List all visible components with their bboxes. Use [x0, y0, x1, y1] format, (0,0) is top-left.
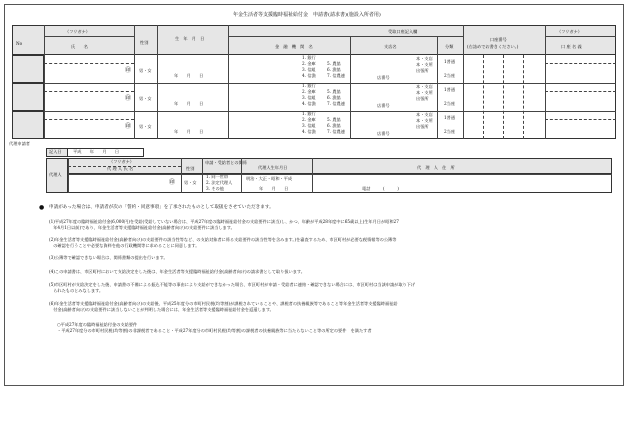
bank-type: 4. 信漁 [302, 73, 316, 78]
account-category: 2当座 [444, 101, 456, 106]
proxy-phone-label: 電話 [362, 186, 371, 191]
bank-type: 3. 信組 [302, 67, 316, 72]
proxy-birth-title: 代理人生年月日 [258, 165, 288, 170]
proxy-furigana: （フリガナ） [109, 159, 134, 164]
rule [44, 36, 134, 37]
entry-date-value[interactable]: 平成 年 月 日 [73, 149, 120, 154]
branch-type: 本・支店 [416, 56, 433, 61]
store-number-label: 店番号 [377, 75, 390, 80]
bank-type: 2. 金庫 [302, 89, 316, 94]
header-bank-name: 金 融 機 関 名 [275, 44, 313, 49]
note-line: (5)市区町村が支給決定をした後、申請書の不備による振込不能等の事由により支給ができなかった場合、市区町村が申請・受給者に連絡・確認できない場合には、市区町村は当該申請が取り下げ [49, 282, 416, 287]
branch-type: 出張所 [416, 124, 429, 129]
bank-type: 2. 金庫 [302, 117, 316, 122]
header-furigana: （フリガナ） [65, 29, 90, 34]
header-birthdate: 生 年 月 日 [175, 36, 205, 41]
bank-type: 6. 漁協 [327, 67, 341, 72]
account-category: 2当座 [444, 129, 456, 134]
sex-options[interactable]: 男・女 [139, 96, 152, 101]
seal-mark: ㊞ [125, 67, 132, 74]
header-receive-account: 受取口座記入欄 [388, 29, 418, 34]
seal-mark: ㊞ [125, 123, 132, 130]
note-line: (4)この申請書は、市区町村において支給決定をした後は、年金生活者等支援臨時福祉給付金(高齢者向け)の請求書として取り扱います。 [49, 269, 305, 274]
branch-type: 本・支店 [416, 84, 433, 89]
bank-type: 5. 農協 [327, 89, 341, 94]
note-line: (1)平成27年度の臨時福祉給付金(6,000円)を受給(受給していない場合は、平成27年度の臨時福祉給付金の支給要件に該当)し、かつ、年齢が平成28年度中に65歳以上(生年月日が昭和27 [49, 219, 399, 224]
application-form-sheet [4, 4, 624, 386]
rule [181, 158, 182, 193]
proxy-seal-mark: ㊞ [169, 179, 176, 186]
bank-type: 2. 金庫 [302, 61, 316, 66]
proxy-sex-title: 性別 [186, 166, 195, 171]
proxy-sex-options[interactable]: 男・女 [184, 180, 197, 185]
header-account-holder: 口 座 名 義 [561, 44, 582, 49]
proxy-person-label: 代理人 [49, 172, 62, 177]
bank-type: 3. 信組 [302, 123, 316, 128]
footnote-title: ○平成27年度の臨時福祉給付金の支給要件 [57, 322, 138, 327]
footnote-body: ・平成27年度分の市町村民税(均等割)の非課税者であること・平成27年度分の市町村民税(均等割)の課税者の扶養親族等に当たらないこと等の所定の要件 を満たす者 [57, 328, 372, 333]
form-title: 年金生活者等支援臨時福祉給付金 申請書(請求書)(施設入所者用) [233, 12, 381, 18]
sex-options[interactable]: 男・女 [139, 124, 152, 129]
birthdate-value[interactable]: 年 月 日 [174, 129, 204, 134]
branch-type: 本・支所 [416, 62, 433, 67]
note-line: 年4月1日以前)であり、年金生活者等支援臨時福祉給付金(高齢者向け)の支給要件に該当します。 [49, 225, 235, 230]
proxy-address-title: 代 理 人 住 所 [417, 165, 455, 170]
row-number-cell[interactable] [12, 55, 44, 83]
branch-type: 本・支所 [416, 90, 433, 95]
header-account-number: 口座番号 [490, 37, 507, 42]
rule [68, 166, 181, 167]
header-name: 氏 名 [71, 44, 88, 49]
account-category: 2当座 [444, 73, 456, 78]
table-header [12, 25, 616, 55]
bank-type: 5. 農協 [327, 117, 341, 122]
proxy-phone-value[interactable]: ( ) [383, 186, 399, 191]
rule [68, 174, 612, 175]
entry-date-label: 記入日 [49, 149, 62, 154]
branch-type: 本・支所 [416, 118, 433, 123]
applicant-row [5, 83, 617, 111]
branch-type: 出張所 [416, 68, 429, 73]
notes-intro: 申請があった場合は、申請者が次の「誓約・同意事項」を了承されたものとして取扱をさせていただきます。 [49, 205, 274, 210]
rule [241, 158, 242, 193]
bank-type: 4. 信漁 [302, 129, 316, 134]
bank-type: 4. 信漁 [302, 101, 316, 106]
header-sex: 性別 [140, 40, 149, 45]
seal-mark: ㊞ [125, 95, 132, 102]
header-holder-furigana: （フリガナ） [557, 29, 582, 34]
store-number-label: 店番号 [377, 103, 390, 108]
header-account-note: (右詰めでお書きください。) [467, 44, 519, 49]
branch-type: 出張所 [416, 96, 429, 101]
note-line: の確認を行うことや必要な資料を他の行政機関等に求めることに同意します。 [49, 243, 200, 248]
bank-type: 3. 信組 [302, 95, 316, 100]
proxy-section-title: 代理申請者 [9, 141, 30, 146]
birthdate-value[interactable]: 年 月 日 [174, 101, 204, 106]
header-branch-name: 支店名 [384, 44, 397, 49]
relation-option[interactable]: 2. 法定代理人 [206, 180, 233, 185]
note-line: (6)年金生活者等支援臨時福祉給付金(高齢者向け)の支給後、平成25年度分の市町村民税(均等割)が課税されていることや、課税者の扶養親族等であること等年金生活者等支援臨時福祉給 [49, 301, 398, 306]
sex-options[interactable]: 男・女 [139, 68, 152, 73]
rule [202, 158, 203, 193]
rule [312, 158, 313, 193]
bank-type: 6. 漁協 [327, 95, 341, 100]
note-line: (3)公簿等で確認できない場合は、関係書類の提出を行います。 [49, 255, 168, 260]
rule [545, 36, 616, 37]
bank-type: 1. 銀行 [302, 83, 316, 88]
bank-type: 7. 信農連 [327, 73, 345, 78]
bank-type: 7. 信農連 [327, 129, 345, 134]
rule [228, 36, 463, 37]
proxy-name-title: 代 理 人 氏 名 [107, 166, 134, 171]
relation-option[interactable]: 1. 同一世帯 [206, 174, 229, 179]
row-number-cell[interactable] [12, 83, 44, 111]
applicant-row [5, 55, 617, 83]
bank-type: 5. 農協 [327, 61, 341, 66]
applicant-row [5, 111, 617, 139]
rule [68, 158, 69, 193]
proxy-birth-value[interactable]: 年 月 日 [259, 186, 289, 191]
note-line: 付金(高齢者向け)の支給要件に該当しないことが判明した場合には、年金生活者等支援臨時福祉給付金を返還します。 [49, 307, 274, 312]
account-category: 1普通 [444, 87, 456, 92]
note-line: られたものとみなします。 [49, 288, 104, 293]
row-number-cell[interactable] [12, 111, 44, 139]
relation-option[interactable]: 3. その他 [206, 186, 224, 191]
birthdate-value[interactable]: 年 月 日 [174, 73, 204, 78]
header-no: No [16, 41, 23, 46]
account-category: 1普通 [444, 59, 456, 64]
branch-type: 本・支店 [416, 112, 433, 117]
header-category: 分類 [445, 44, 454, 49]
bank-type: 1. 銀行 [302, 55, 316, 60]
bank-type: 6. 漁協 [327, 123, 341, 128]
account-category: 1普通 [444, 115, 456, 120]
note-line: (2)年金生活者等支援臨時福祉給付金(高齢者向け)の支給要件の該当性等など、の支給対象者に係る支給要件の該当性等を含みます。)を審査するため、市区町村が必要な税情報等の公簿等 [49, 237, 397, 242]
bank-type: 1. 銀行 [302, 111, 316, 116]
bullet-icon: ● [39, 204, 45, 211]
relation-title: 申請・受給者との関係 [205, 160, 247, 165]
bank-type: 7. 信農連 [327, 101, 345, 106]
proxy-era-options[interactable]: 明治・大正・昭和・平成 [246, 176, 293, 181]
store-number-label: 店番号 [377, 131, 390, 136]
